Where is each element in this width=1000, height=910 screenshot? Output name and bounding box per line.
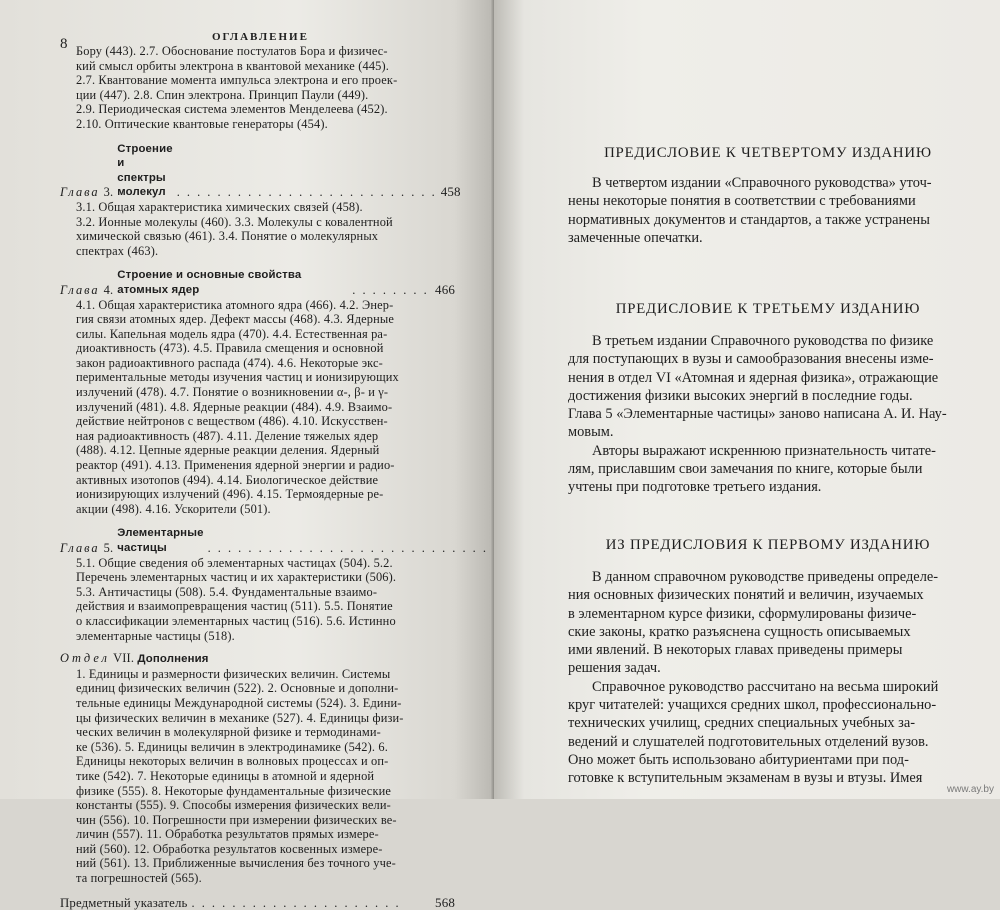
toc-line: акции (498). 4.16. Ускорители (501). xyxy=(76,501,271,516)
running-head: ОГЛАВЛЕНИЕ xyxy=(212,31,309,43)
toc-line: (488). 4.12. Цепные ядерные реакции деления. Ядерный xyxy=(76,443,380,458)
chapter-title: Элементарные частицы xyxy=(117,527,204,554)
preface-line: учтены при подготовке третьего издания. xyxy=(568,479,822,496)
toc-line: ний (561). 13. Приближенные вычисления без точного уче- xyxy=(76,856,396,871)
toc-line: излучений (481). 4.8. Ядерные реакции (484). 4.9. Взаимо- xyxy=(76,399,393,414)
toc-chapter-5-sections xyxy=(60,556,455,644)
toc-line: реактор (491). 4.13. Применения ядерной энергии и радио- xyxy=(76,458,395,473)
preface-line: ния основных физических понятий и величин, изучаемых xyxy=(568,587,924,604)
toc-line: единиц физических величин (522). 2. Основные и дополни- xyxy=(76,681,399,696)
chapter-title: Строение и основные свойства атомных ядер xyxy=(117,269,302,296)
toc-line: Единицы некоторых величин в волновых процессах и оп- xyxy=(76,754,389,769)
leader-dots: . . . . . . . . . . . . . . . . . . . . . . . . . . xyxy=(176,185,437,200)
department-label: Отдел xyxy=(60,651,110,666)
page-number: 8 xyxy=(60,36,68,52)
toc-chapter-5 xyxy=(60,526,488,555)
toc-line: Перечень элементарных частиц и их характеристики (506). xyxy=(76,570,397,585)
toc-line: излучений (478). 4.7. Понятие о возникновении α-, β- и γ- xyxy=(76,385,389,400)
preface-line: лям, приславшим свои замечания по книге, которые были xyxy=(568,461,923,478)
preface-third-edition xyxy=(568,301,968,497)
preface-line: технических училищ, средних специальных учебных за- xyxy=(568,715,915,732)
toc-line: константы (555). 9. Способы измерения физических вели- xyxy=(76,798,391,813)
chapter-page: 466 xyxy=(435,281,455,297)
preface-line: Справочное руководство рассчитано на весьма широкий xyxy=(592,678,939,695)
toc-line: личин (557). 11. Обработка результатов прямых измере- xyxy=(76,827,379,842)
toc-line: спектрах (463). xyxy=(76,243,159,258)
toc-line: закон радиоактивного распада (474). 4.6. Некоторые экс- xyxy=(76,355,383,370)
toc-line: ке (536). 5. Единицы величин в электродинамике (542). 6. xyxy=(76,739,388,754)
preface-line: В четвертом издании «Справочного руководства» уточ- xyxy=(592,175,932,191)
toc-line: цы физических величин в механике (527). 4. Единицы физи- xyxy=(76,710,404,725)
toc-line: ная радиоактивность (487). 4.11. Деление тяжелых ядер xyxy=(76,428,379,443)
preface-line: Авторы выражают искреннюю признательность читате- xyxy=(592,442,936,459)
department-number: VII. xyxy=(113,651,135,666)
preface-line: решения задач. xyxy=(568,660,661,677)
toc-line: химической связью (461). 3.4. Понятие о молекулярных xyxy=(76,229,379,244)
toc-line: тельные единицы Международной системы (524). 3. Едини- xyxy=(76,695,402,710)
toc-line: 3.2. Ионные молекулы (460). 3.3. Молекулы с ковалентной xyxy=(76,214,393,229)
toc-line: 5.1. Общие сведения об элементарных частицах (504). 5.2. xyxy=(76,555,393,570)
chapter-number: 5. xyxy=(103,541,114,555)
toc-line: периментальные методы изучения частиц и ионизирующих xyxy=(76,370,399,385)
preface-line: мовым. xyxy=(568,424,614,441)
index-page: 568 xyxy=(435,894,455,910)
toc-chapter-4 xyxy=(60,268,455,297)
preface-line: ские законы, кратко разъяснена сущность описываемых xyxy=(568,623,911,640)
toc-department-7 xyxy=(60,651,455,667)
toc-line: ний (560). 12. Обработка результатов косвенных измере- xyxy=(76,841,383,856)
toc-line: гия связи атомных ядер. Дефект массы (468). 4.3. Ядерные xyxy=(76,312,395,327)
leader-dots: . . . . . . . . . . . . . . . . . . . . . xyxy=(191,895,401,910)
preface-heading: ИЗ ПРЕДИСЛОВИЯ К ПЕРВОМУ ИЗДАНИЮ xyxy=(605,537,931,553)
leader-dots: . . . . . . . . xyxy=(352,282,429,297)
preface-line: ими явлений. В некоторых главах приведены примеры xyxy=(568,642,903,659)
toc-line: диоактивность (473). 4.5. Правила смещения и основной xyxy=(76,341,384,356)
preface-line: Оно может быть использовано абитуриентами при под- xyxy=(568,751,909,768)
toc-line: физике (555). 8. Некоторые фундаментальные физические xyxy=(76,783,392,798)
table-of-contents xyxy=(60,44,488,910)
chapter-label: Глава xyxy=(60,541,100,555)
preface-first-edition xyxy=(568,537,968,788)
toc-line: силы. Капельная модель ядра (470). 4.4. Естественная ра- xyxy=(76,326,388,341)
toc-department-7-sections xyxy=(60,667,455,886)
toc-line: 2.7. Квантование момента импульса электрона и его проек- xyxy=(76,73,398,88)
toc-line: о классификации элементарных частиц (516). 5.6. Истинно xyxy=(76,613,396,628)
chapter-label: Глава xyxy=(60,282,100,297)
preface-line: для поступающих в вузы и самообразования внесены изме- xyxy=(568,351,934,368)
toc-line: 2.10. Оптические квантовые генераторы (454). xyxy=(76,116,328,131)
leader-dots: . . . . . . . . . . . . . . . . . . . . . . . . . . . . xyxy=(207,541,488,555)
toc-line: активных изотопов (494). 4.14. Биологическое действие xyxy=(76,472,379,487)
toc-line: ции (447). 2.8. Спин электрона. Принцип Паули (449). xyxy=(76,87,369,102)
preface-line: круг читателей: учащихся средних школ, профессионально- xyxy=(568,697,937,714)
index-title: Предметный указатель xyxy=(60,895,188,910)
department-title: Дополнения xyxy=(137,653,209,666)
toc-index-entry xyxy=(60,896,455,910)
toc-line: действие нейтронов с веществом (486). 4.10. Искусствен- xyxy=(76,414,388,429)
preface-line: нормативных документов и стандартов, а также устранены xyxy=(568,211,930,228)
preface-line: В третьем издании Справочного руководства по физике xyxy=(592,333,934,349)
toc-line: 5.3. Античастицы (508). 5.4. Фундаментальные взаимо- xyxy=(76,584,378,599)
chapter-page: 458 xyxy=(440,184,461,200)
preface-line: достижения физики высоких энергий в последние годы. xyxy=(568,387,913,404)
toc-intro-block xyxy=(60,44,455,132)
toc-chapter-4-sections xyxy=(60,298,455,517)
preface-heading: ПРЕДИСЛОВИЕ К ТРЕТЬЕМУ ИЗДАНИЮ xyxy=(615,301,921,317)
toc-line: 4.1. Общая характеристика атомного ядра (466). 4.2. Энер- xyxy=(76,297,394,312)
chapter-number: 4. xyxy=(103,282,114,297)
toc-line: 3.1. Общая характеристика химических связей (458). xyxy=(76,199,363,214)
preface-fourth-edition xyxy=(568,145,968,247)
toc-line: 1. Единицы и размерности физических величин. Системы xyxy=(76,666,391,681)
toc-line: элементарные частицы (518). xyxy=(76,628,235,643)
preface-line: нены некоторые понятия в соответствии с требованиями xyxy=(568,193,916,210)
preface-line: Глава 5 «Элементарные частицы» заново написана А. И. Нау- xyxy=(568,406,947,423)
toc-line: 2.9. Периодическая система элементов Менделеева (452). xyxy=(76,102,388,117)
preface-line: нения в отдел VI «Атомная и ядерная физика», отражающие xyxy=(568,369,939,386)
toc-chapter-3 xyxy=(60,142,461,200)
preface-line: В данном справочном руководстве приведены определе- xyxy=(592,569,939,585)
toc-line: ионизирующих излучений (496). 4.15. Термоядерные ре- xyxy=(76,487,384,502)
preface-line: в элементарном курсе физики, сформулированы физиче- xyxy=(568,605,917,622)
toc-line: та погрешностей (565). xyxy=(76,871,202,886)
chapter-title: Строение и спектры молекул xyxy=(117,142,173,199)
preface-heading: ПРЕДИСЛОВИЕ К ЧЕТВЕРТОМУ ИЗДАНИЮ xyxy=(604,145,932,161)
preface-line: ведений и слушателей подготовительных отделений вузов. xyxy=(568,733,929,750)
toc-chapter-3-sections xyxy=(60,200,455,258)
toc-line: тике (542). 7. Некоторые единицы в атомной и ядерной xyxy=(76,768,375,783)
right-page xyxy=(494,0,1000,799)
preface-line: замеченные опечатки. xyxy=(568,229,703,246)
preface-line: готовке к вступительным экзаменам в вузы и втузы. Имея xyxy=(568,770,923,787)
chapter-label: Глава xyxy=(60,185,100,200)
toc-line: ческих величин в молекулярной физике и термодинами- xyxy=(76,725,381,740)
toc-line: Бору (443). 2.7. Обоснование постулатов Бора и физичес- xyxy=(76,44,388,58)
toc-line: кий смысл орбиты электрона в квантовой механике (445). xyxy=(76,58,390,73)
toc-line: действия и взаимопревращения частиц (511). 5.5. Понятие xyxy=(76,599,393,614)
chapter-number: 3. xyxy=(103,185,114,200)
toc-line: чин (556). 10. Погрешности при измерении физических ве- xyxy=(76,812,397,827)
left-page xyxy=(0,0,494,910)
watermark: www.ay.by xyxy=(946,784,994,795)
